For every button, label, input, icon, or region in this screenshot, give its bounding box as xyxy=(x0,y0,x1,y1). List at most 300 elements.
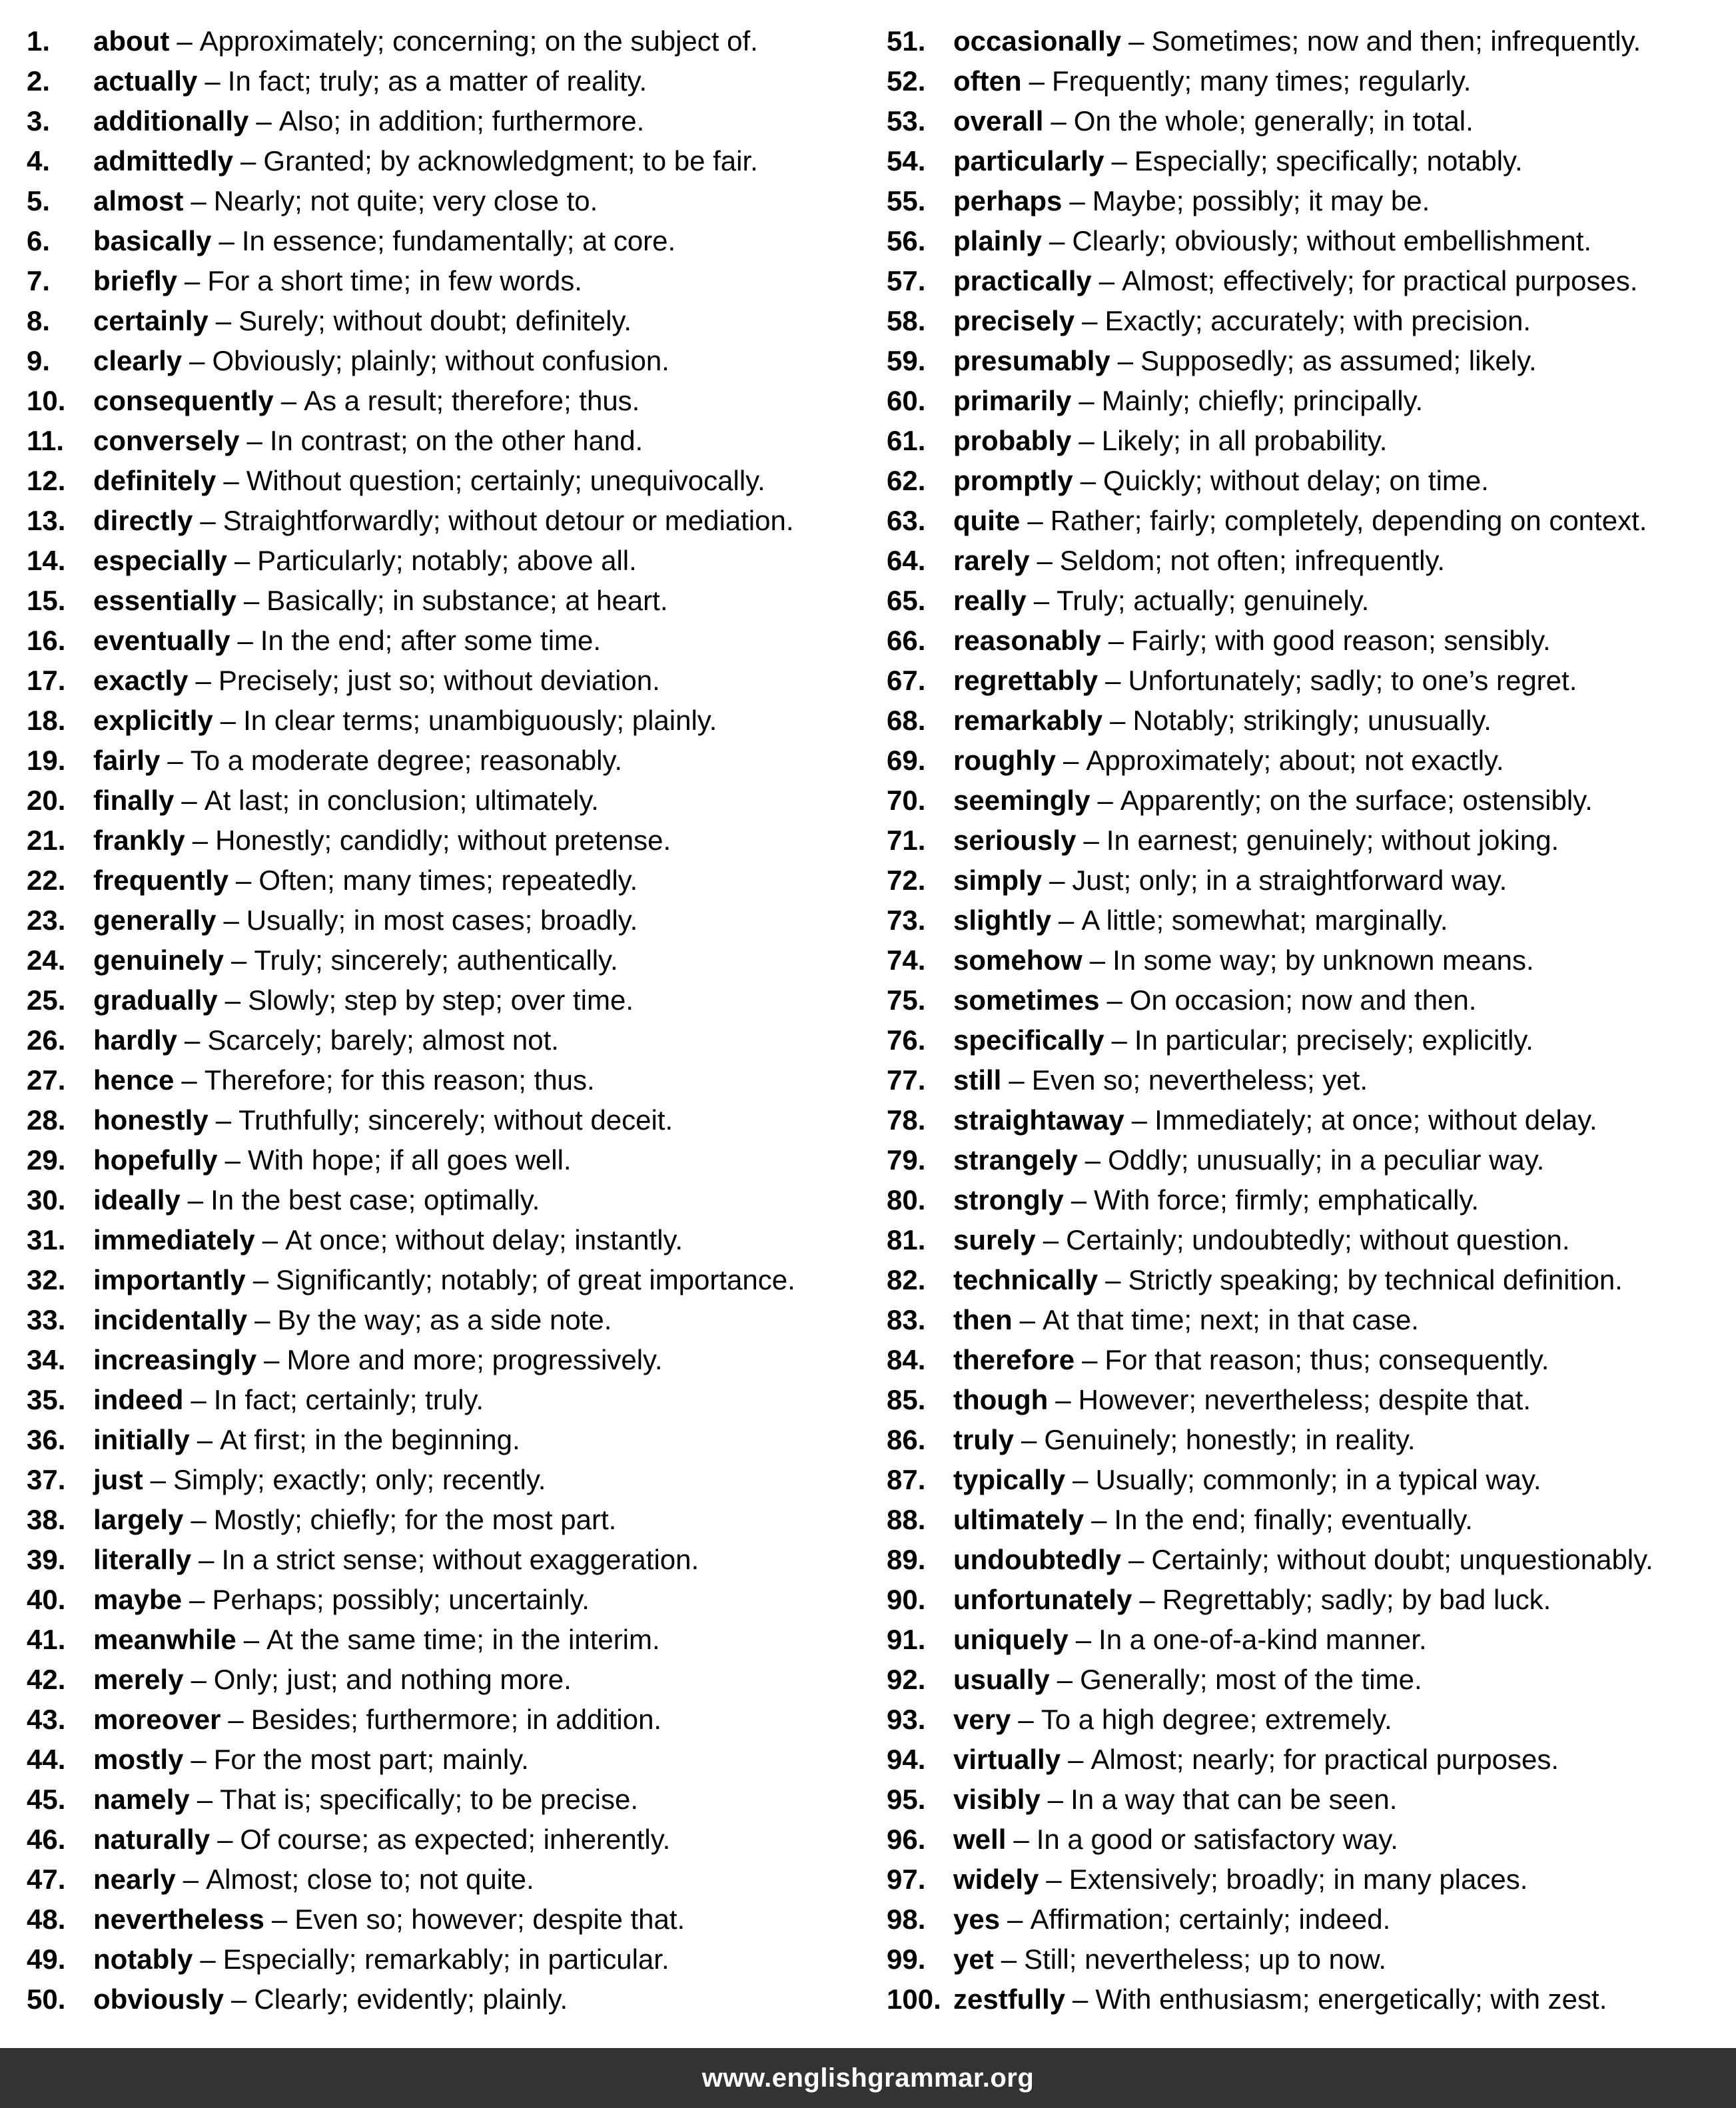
item-number: 26. xyxy=(27,1024,66,1056)
definition-text: In the best case; optimally. xyxy=(211,1184,540,1216)
adverb-word: zestfully xyxy=(953,1983,1066,2015)
column-right xyxy=(868,21,1736,2048)
definition-text: Therefore; for this reason; thus. xyxy=(204,1064,595,1096)
list-item xyxy=(887,1939,1736,1979)
item-number: 29. xyxy=(27,1144,66,1176)
adverb-word: mostly xyxy=(93,1744,184,1775)
adverb-word: especially xyxy=(93,545,227,576)
item-number: 17. xyxy=(27,665,66,696)
list-item xyxy=(27,1460,868,1500)
list-item xyxy=(27,1860,868,1900)
definition-text: Quickly; without delay; on time. xyxy=(1103,465,1489,496)
item-number: 72. xyxy=(887,865,926,896)
list-item xyxy=(27,661,868,701)
item-number: 36. xyxy=(27,1424,66,1455)
list-item xyxy=(887,1180,1736,1220)
dash-separator: – xyxy=(223,904,239,936)
list-item xyxy=(887,421,1736,461)
list-item xyxy=(27,301,868,341)
definition-text: In the end; finally; eventually. xyxy=(1114,1504,1473,1535)
dash-separator: – xyxy=(192,825,209,856)
dash-separator: – xyxy=(1059,904,1075,936)
item-number: 34. xyxy=(27,1344,66,1375)
definition-text: Notably; strikingly; unusually. xyxy=(1132,705,1492,736)
adverb-word: then xyxy=(953,1304,1013,1335)
item-number: 37. xyxy=(27,1464,66,1495)
definition-text: Truly; actually; genuinely. xyxy=(1057,585,1370,616)
dash-separator: – xyxy=(1111,145,1127,176)
adverb-word: somehow xyxy=(953,944,1083,976)
adverb-word: presumably xyxy=(953,345,1110,376)
item-number: 30. xyxy=(27,1184,66,1216)
adverb-word: nevertheless xyxy=(93,1904,264,1935)
definition-text: In a way that can be seen. xyxy=(1071,1784,1398,1815)
dash-separator: – xyxy=(1007,1904,1023,1935)
item-number: 47. xyxy=(27,1864,66,1895)
definition-text: In a strict sense; without exaggeration. xyxy=(221,1544,699,1575)
dash-separator: – xyxy=(200,1943,216,1975)
adverb-word: specifically xyxy=(953,1024,1104,1056)
item-number: 33. xyxy=(27,1304,66,1335)
item-number: 62. xyxy=(887,465,926,496)
list-item xyxy=(887,661,1736,701)
adverb-word: nearly xyxy=(93,1864,176,1895)
definition-text: Significantly; notably; of great importance. xyxy=(276,1264,795,1295)
definition-text: In fact; truly; as a matter of reality. xyxy=(227,65,648,97)
adverb-word: uniquely xyxy=(953,1624,1069,1655)
dash-separator: – xyxy=(280,385,297,416)
dash-separator: – xyxy=(234,545,250,576)
dash-separator: – xyxy=(1047,1784,1064,1815)
definition-text: Almost; effectively; for practical purposes. xyxy=(1122,265,1638,296)
dash-separator: – xyxy=(215,305,232,336)
definition-text: For the most part; mainly. xyxy=(213,1744,529,1775)
adverb-word: admittedly xyxy=(93,145,234,176)
list-item xyxy=(27,1100,868,1140)
dash-separator: – xyxy=(191,185,207,216)
definition-text: Surely; without doubt; definitely. xyxy=(238,305,632,336)
item-number: 13. xyxy=(27,505,66,536)
dash-separator: – xyxy=(1063,745,1079,776)
list-item xyxy=(27,1540,868,1580)
dash-separator: – xyxy=(1105,665,1121,696)
list-item xyxy=(887,61,1736,101)
definition-text: Generally; most of the time. xyxy=(1080,1664,1422,1695)
item-number: 75. xyxy=(887,984,926,1016)
adverb-word: obviously xyxy=(93,1983,224,2015)
dash-separator: – xyxy=(150,1464,167,1495)
list-item xyxy=(887,21,1736,61)
dash-separator: – xyxy=(220,705,236,736)
item-number: 76. xyxy=(887,1024,926,1056)
adverb-word: ultimately xyxy=(953,1504,1085,1535)
definition-text: In particular; precisely; explicitly. xyxy=(1134,1024,1533,1056)
definition-text: Exactly; accurately; with precision. xyxy=(1104,305,1531,336)
list-item xyxy=(27,1620,868,1660)
definition-text: Truthfully; sincerely; without deceit. xyxy=(238,1104,673,1136)
item-number: 89. xyxy=(887,1544,926,1575)
dash-separator: – xyxy=(1049,225,1065,256)
list-item xyxy=(887,501,1736,541)
adverb-word: initially xyxy=(93,1424,190,1455)
item-number: 97. xyxy=(887,1864,926,1895)
dash-separator: – xyxy=(1110,705,1126,736)
dash-separator: – xyxy=(177,25,193,57)
item-number: 45. xyxy=(27,1784,66,1815)
item-number: 67. xyxy=(887,665,926,696)
adverb-word: consequently xyxy=(93,385,274,416)
list-item xyxy=(27,1340,868,1380)
adverb-word: frequently xyxy=(93,865,229,896)
adverb-word: usually xyxy=(953,1664,1050,1695)
item-number: 100. xyxy=(887,1983,941,2015)
list-item xyxy=(27,61,868,101)
definition-text: Basically; in substance; at heart. xyxy=(266,585,668,616)
item-number: 16. xyxy=(27,625,66,656)
dash-separator: – xyxy=(271,1904,288,1935)
adverb-word: strongly xyxy=(953,1184,1064,1216)
adverb-word: probably xyxy=(953,425,1072,456)
list-item xyxy=(27,741,868,781)
adverb-word: basically xyxy=(93,225,212,256)
list-item xyxy=(27,461,868,501)
dash-separator: – xyxy=(1131,1104,1148,1136)
dash-separator: – xyxy=(1018,1704,1034,1735)
list-item xyxy=(887,541,1736,581)
list-item xyxy=(887,1220,1736,1260)
list-item xyxy=(887,341,1736,381)
adverb-word: just xyxy=(93,1464,143,1495)
item-number: 38. xyxy=(27,1504,66,1535)
list-item xyxy=(887,1060,1736,1100)
item-number: 18. xyxy=(27,705,66,736)
definition-text: With enthusiasm; energetically; with zest. xyxy=(1095,1983,1607,2015)
definition-text: Unfortunately; sadly; to one’s regret. xyxy=(1128,665,1577,696)
definition-text: Seldom; not often; infrequently. xyxy=(1059,545,1446,576)
dash-separator: – xyxy=(1083,825,1099,856)
list-item xyxy=(27,1700,868,1740)
item-number: 53. xyxy=(887,105,926,137)
item-number: 41. xyxy=(27,1624,66,1655)
adverb-word: visibly xyxy=(953,1784,1041,1815)
definition-text: With hope; if all goes well. xyxy=(248,1144,572,1176)
footer-url: www.englishgrammar.org xyxy=(701,2063,1035,2093)
item-number: 35. xyxy=(27,1384,66,1415)
item-number: 86. xyxy=(887,1424,926,1455)
list-item xyxy=(27,1260,868,1300)
dash-separator: – xyxy=(1105,1264,1121,1295)
list-item xyxy=(27,341,868,381)
dash-separator: – xyxy=(224,1144,241,1176)
dash-separator: – xyxy=(1098,265,1115,296)
dash-separator: – xyxy=(1027,505,1043,536)
list-item xyxy=(887,1620,1736,1660)
list-item xyxy=(27,940,868,980)
adverb-word: often xyxy=(953,65,1022,97)
adverb-word: though xyxy=(953,1384,1049,1415)
adverb-word: seriously xyxy=(953,825,1077,856)
list-item xyxy=(887,1580,1736,1620)
list-item xyxy=(27,1820,868,1860)
dash-separator: – xyxy=(1108,625,1124,656)
list-item xyxy=(27,141,868,181)
list-item xyxy=(887,261,1736,301)
definition-text: Extensively; broadly; in many places. xyxy=(1069,1864,1528,1895)
item-number: 93. xyxy=(887,1704,926,1735)
item-number: 66. xyxy=(887,625,926,656)
adverb-word: occasionally xyxy=(953,25,1122,57)
definition-text: By the way; as a side note. xyxy=(277,1304,612,1335)
dash-separator: – xyxy=(181,1064,197,1096)
dash-separator: – xyxy=(199,1544,215,1575)
item-number: 51. xyxy=(887,25,926,57)
item-number: 90. xyxy=(887,1584,926,1615)
definition-text: Obviously; plainly; without confusion. xyxy=(212,345,669,376)
definition-text: In contrast; on the other hand. xyxy=(269,425,644,456)
dash-separator: – xyxy=(224,984,241,1016)
item-number: 6. xyxy=(27,225,51,256)
item-number: 83. xyxy=(887,1304,926,1335)
dash-separator: – xyxy=(195,665,211,696)
dash-separator: – xyxy=(231,1983,247,2015)
definition-text: Simply; exactly; only; recently. xyxy=(173,1464,546,1495)
dash-separator: – xyxy=(197,1424,213,1455)
list-item xyxy=(27,1900,868,1939)
list-item xyxy=(27,1180,868,1220)
adverb-word: conversely xyxy=(93,425,240,456)
dash-separator: – xyxy=(1128,1544,1144,1575)
adverb-word: definitely xyxy=(93,465,217,496)
item-number: 19. xyxy=(27,745,66,776)
item-number: 96. xyxy=(887,1824,926,1855)
list-item xyxy=(27,21,868,61)
definition-text: In fact; certainly; truly. xyxy=(213,1384,484,1415)
list-item xyxy=(887,1900,1736,1939)
adverb-word: notably xyxy=(93,1943,193,1975)
dash-separator: – xyxy=(181,785,197,816)
adverb-word: briefly xyxy=(93,265,178,296)
dash-separator: – xyxy=(243,585,260,616)
dash-separator: – xyxy=(1071,1184,1087,1216)
definition-text: However; nevertheless; despite that. xyxy=(1078,1384,1531,1415)
item-number: 42. xyxy=(27,1664,66,1695)
definition-text: Without question; certainly; unequivocally. xyxy=(246,465,765,496)
dash-separator: – xyxy=(1057,1664,1073,1695)
dash-separator: – xyxy=(200,505,216,536)
list-item xyxy=(887,101,1736,141)
footer-bar xyxy=(0,2048,1736,2108)
dash-separator: – xyxy=(1037,545,1053,576)
list-item xyxy=(887,1260,1736,1300)
item-number: 22. xyxy=(27,865,66,896)
definition-text: At last; in conclusion; ultimately. xyxy=(204,785,599,816)
adverb-word: directly xyxy=(93,505,193,536)
item-number: 64. xyxy=(887,545,926,576)
adverb-word: well xyxy=(953,1824,1007,1855)
dash-separator: – xyxy=(1046,1864,1062,1895)
definition-text: Just; only; in a straightforward way. xyxy=(1072,865,1508,896)
definition-text: At the same time; in the interim. xyxy=(266,1624,660,1655)
dash-separator: – xyxy=(1029,65,1045,97)
item-number: 4. xyxy=(27,145,51,176)
adverb-word: roughly xyxy=(953,745,1056,776)
list-item xyxy=(27,900,868,940)
item-number: 49. xyxy=(27,1943,66,1975)
definition-text: At that time; next; in that case. xyxy=(1043,1304,1419,1335)
item-number: 3. xyxy=(27,105,51,137)
definition-text: In a one-of-a-kind manner. xyxy=(1098,1624,1427,1655)
adverb-word: therefore xyxy=(953,1344,1075,1375)
adverb-word: meanwhile xyxy=(93,1624,236,1655)
dash-separator: – xyxy=(1106,984,1122,1016)
list-item xyxy=(887,900,1736,940)
list-item xyxy=(887,1380,1736,1420)
item-number: 50. xyxy=(27,1983,66,2015)
dash-separator: – xyxy=(1073,1464,1088,1495)
list-item xyxy=(887,1979,1736,2019)
list-item xyxy=(887,581,1736,621)
item-number: 58. xyxy=(887,305,926,336)
definition-text: Rather; fairly; completely, depending on context. xyxy=(1050,505,1647,536)
item-number: 63. xyxy=(887,505,926,536)
definition-text: Certainly; without doubt; unquestionably. xyxy=(1151,1544,1653,1575)
definition-text: Perhaps; possibly; uncertainly. xyxy=(212,1584,590,1615)
list-item xyxy=(887,1140,1736,1180)
list-item xyxy=(27,1939,868,1979)
dash-separator: – xyxy=(1001,1943,1017,1975)
adverb-word: hopefully xyxy=(93,1144,218,1176)
definition-text: Immediately; at once; without delay. xyxy=(1154,1104,1597,1136)
list-item xyxy=(27,1580,868,1620)
adverb-word: actually xyxy=(93,65,198,97)
list-item xyxy=(27,1140,868,1180)
item-number: 92. xyxy=(887,1664,926,1695)
dash-separator: – xyxy=(246,425,262,456)
definition-text: Regrettably; sadly; by bad luck. xyxy=(1162,1584,1551,1615)
adverb-word: frankly xyxy=(93,825,185,856)
list-item xyxy=(887,701,1736,741)
item-number: 23. xyxy=(27,904,66,936)
adverb-word: rarely xyxy=(953,545,1030,576)
adverb-word: exactly xyxy=(93,665,189,696)
definition-text: Affirmation; certainly; indeed. xyxy=(1030,1904,1391,1935)
list-item xyxy=(887,1820,1736,1860)
list-item xyxy=(887,1340,1736,1380)
list-item xyxy=(887,1460,1736,1500)
dash-separator: – xyxy=(1080,465,1096,496)
adverb-word: hardly xyxy=(93,1024,178,1056)
definition-text: Often; many times; repeatedly. xyxy=(258,865,638,896)
adverb-word: yes xyxy=(953,1904,1001,1935)
list-item xyxy=(887,940,1736,980)
adverb-word: importantly xyxy=(93,1264,246,1295)
list-item xyxy=(27,221,868,261)
definition-text: A little; somewhat; marginally. xyxy=(1081,904,1448,936)
definition-text: Sometimes; now and then; infrequently. xyxy=(1151,25,1641,57)
dash-separator: – xyxy=(1128,25,1144,57)
dash-separator: – xyxy=(1097,785,1113,816)
list-item xyxy=(27,1300,868,1340)
item-number: 61. xyxy=(887,425,926,456)
adverb-word: explicitly xyxy=(93,705,213,736)
dash-separator: – xyxy=(218,225,234,256)
item-number: 82. xyxy=(887,1264,926,1295)
definition-text: At first; in the beginning. xyxy=(220,1424,520,1455)
list-item xyxy=(27,621,868,661)
definition-text: In essence; fundamentally; at core. xyxy=(241,225,676,256)
list-item xyxy=(27,1500,868,1540)
dash-separator: – xyxy=(167,745,183,776)
item-number: 80. xyxy=(887,1184,926,1216)
list-item xyxy=(887,861,1736,900)
adverb-word: honestly xyxy=(93,1104,209,1136)
definition-text: Certainly; undoubtedly; without question. xyxy=(1066,1224,1570,1255)
item-number: 8. xyxy=(27,305,51,336)
item-number: 5. xyxy=(27,185,51,216)
adverb-word: widely xyxy=(953,1864,1039,1895)
item-number: 99. xyxy=(887,1943,926,1975)
adverb-word: clearly xyxy=(93,345,183,376)
item-number: 9. xyxy=(27,345,51,376)
list-item xyxy=(887,221,1736,261)
adverb-word: still xyxy=(953,1064,1002,1096)
dash-separator: – xyxy=(197,1784,213,1815)
adverb-word: hence xyxy=(93,1064,175,1096)
item-number: 48. xyxy=(27,1904,66,1935)
list-item xyxy=(27,1220,868,1260)
list-item xyxy=(27,1420,868,1460)
list-item xyxy=(887,141,1736,181)
item-number: 44. xyxy=(27,1744,66,1775)
list-item xyxy=(887,1500,1736,1540)
dash-separator: – xyxy=(1079,385,1094,416)
adverb-word: immediately xyxy=(93,1224,255,1255)
dash-separator: – xyxy=(1013,1824,1029,1855)
item-number: 20. xyxy=(27,785,66,816)
list-item xyxy=(27,381,868,421)
dash-separator: – xyxy=(215,1104,232,1136)
dash-separator: – xyxy=(262,1224,278,1255)
definition-text: On occasion; now and then. xyxy=(1129,984,1477,1016)
list-item xyxy=(887,1660,1736,1700)
item-number: 27. xyxy=(27,1064,66,1096)
definition-text: Usually; commonly; in a typical way. xyxy=(1095,1464,1541,1495)
adverb-word: unfortunately xyxy=(953,1584,1132,1615)
adverb-word: strangely xyxy=(953,1144,1078,1176)
adverb-word: sometimes xyxy=(953,984,1100,1016)
definition-text: Particularly; notably; above all. xyxy=(257,545,637,576)
list-item xyxy=(887,1100,1736,1140)
definition-text: Fairly; with good reason; sensibly. xyxy=(1131,625,1551,656)
item-number: 14. xyxy=(27,545,66,576)
item-number: 71. xyxy=(887,825,926,856)
item-number: 56. xyxy=(887,225,926,256)
list-item xyxy=(27,1380,868,1420)
definition-text: Clearly; evidently; plainly. xyxy=(254,1983,568,2015)
definition-text: Precisely; just so; without deviation. xyxy=(218,665,660,696)
adverb-word: particularly xyxy=(953,145,1104,176)
dash-separator: – xyxy=(1085,1144,1101,1176)
adverb-word: overall xyxy=(953,105,1044,137)
item-number: 31. xyxy=(27,1224,66,1255)
dash-separator: – xyxy=(252,1264,269,1295)
list-item xyxy=(887,621,1736,661)
item-number: 52. xyxy=(887,65,926,97)
definition-text: For a short time; in few words. xyxy=(207,265,582,296)
definition-text: Only; just; and nothing more. xyxy=(213,1664,572,1695)
dash-separator: – xyxy=(231,944,247,976)
list-item xyxy=(887,781,1736,821)
